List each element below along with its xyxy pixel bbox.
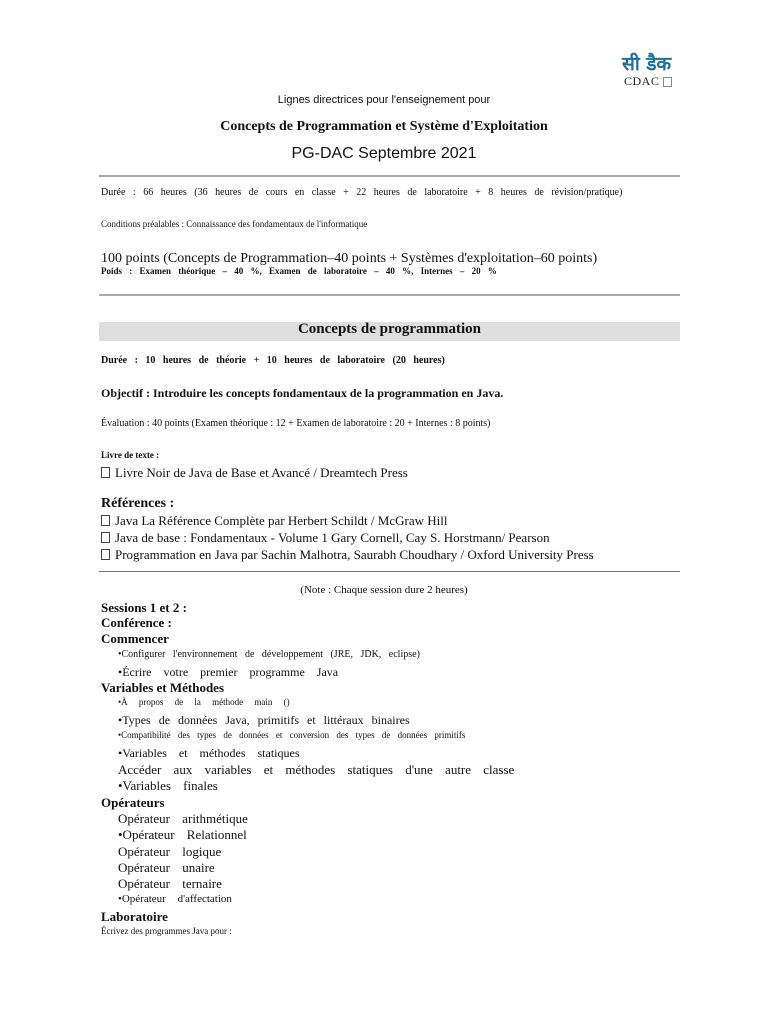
section-objective: Objectif : Introduire les concepts fondamentaux de la programmation en Java. [101, 386, 504, 400]
lab-instructions: Écrivez des programmes Java pour : [101, 926, 232, 936]
sessions-title: Sessions 1 et 2 : [101, 600, 187, 615]
missing-glyph-icon [101, 549, 110, 560]
reference-item: Java de base : Fondamentaux - Volume 1 Gary Cornell, Cay S. Horstmann/ Pearson [101, 530, 550, 546]
course-duration: Durée : 66 heures (36 heures de cours en classe + 22 heures de laboratoire + 8 heures de révision/pratique) [101, 187, 623, 198]
course-title: Concepts de Programmation et Système d'Exploitation [220, 119, 548, 134]
heading-variables-methods: Variables et Méthodes [101, 680, 225, 695]
textbook-label: Livre de texte : [101, 450, 160, 460]
list-item: •Opérateur d'affectation [118, 893, 232, 905]
list-item: •Écrire votre premier programme Java [118, 665, 339, 679]
list-item: •Types de données Java, primitifs et littéraux binaires [118, 713, 410, 727]
list-item: Opérateur logique [118, 844, 222, 859]
heading-getting-started: Commencer [101, 631, 169, 646]
list-item: •À propos de la méthode main () [118, 697, 290, 707]
missing-glyph-icon [101, 532, 110, 543]
reference-item: Java La Référence Complète par Herbert Schildt / McGraw Hill [101, 513, 447, 529]
logo-english-text: CDAC [624, 74, 672, 89]
list-item: Opérateur unaire [118, 860, 215, 875]
divider [99, 294, 680, 296]
program-title: PG-DAC Septembre 2021 [291, 145, 477, 162]
section-title: Concepts de programmation [297, 321, 482, 337]
list-item: Opérateur arithmétique [118, 811, 248, 826]
lecture-label: Conférence : [101, 615, 172, 630]
list-item: •Compatibilité des types de données et conversion des types de données primitifs [118, 730, 466, 740]
logo-hindi-text: सी डैक [622, 53, 672, 75]
reference-item: Programmation en Java par Sachin Malhotra, Saurabh Choudhary / Oxford University Press [101, 547, 594, 563]
list-item: Opérateur ternaire [118, 876, 222, 891]
references-label: Références : [101, 496, 175, 511]
missing-glyph-icon [101, 467, 110, 478]
points-summary: 100 points (Concepts de Programmation–40 points + Systèmes d'exploitation–60 points) [101, 251, 598, 266]
divider [99, 571, 680, 572]
list-item: •Variables finales [118, 778, 218, 793]
section-evaluation: Évaluation : 40 points (Examen théorique : 12 + Examen de laboratoire : 20 + Internes : 8 points) [101, 418, 491, 429]
list-item: •Configurer l'environnement de développement (JRE, JDK, eclipse) [118, 649, 420, 660]
missing-glyph-icon [101, 515, 110, 526]
guidelines-line: Lignes directrices pour l'enseignement pour [277, 94, 491, 106]
list-item: •Variables et méthodes statiques [118, 746, 300, 760]
divider [99, 175, 680, 177]
list-item: •Opérateur Relationnel [118, 827, 247, 842]
logo-mark-icon [663, 77, 672, 87]
textbook-item: Livre Noir de Java de Base et Avancé / Dreamtech Press [101, 465, 408, 481]
prerequisites: Conditions préalables : Connaissance des fondamentaux de l'informatique [101, 219, 368, 229]
heading-lab: Laboratoire [101, 909, 168, 924]
session-note: (Note : Chaque session dure 2 heures) [300, 584, 468, 596]
weights: Poids : Examen théorique – 40 %, Examen de laboratoire – 40 %, Internes – 20 % [101, 266, 497, 276]
list-item: Accéder aux variables et méthodes statiques d'une autre classe [118, 762, 515, 777]
section-duration: Durée : 10 heures de théorie + 10 heures de laboratoire (20 heures) [101, 355, 445, 366]
heading-operators: Opérateurs [101, 795, 165, 810]
